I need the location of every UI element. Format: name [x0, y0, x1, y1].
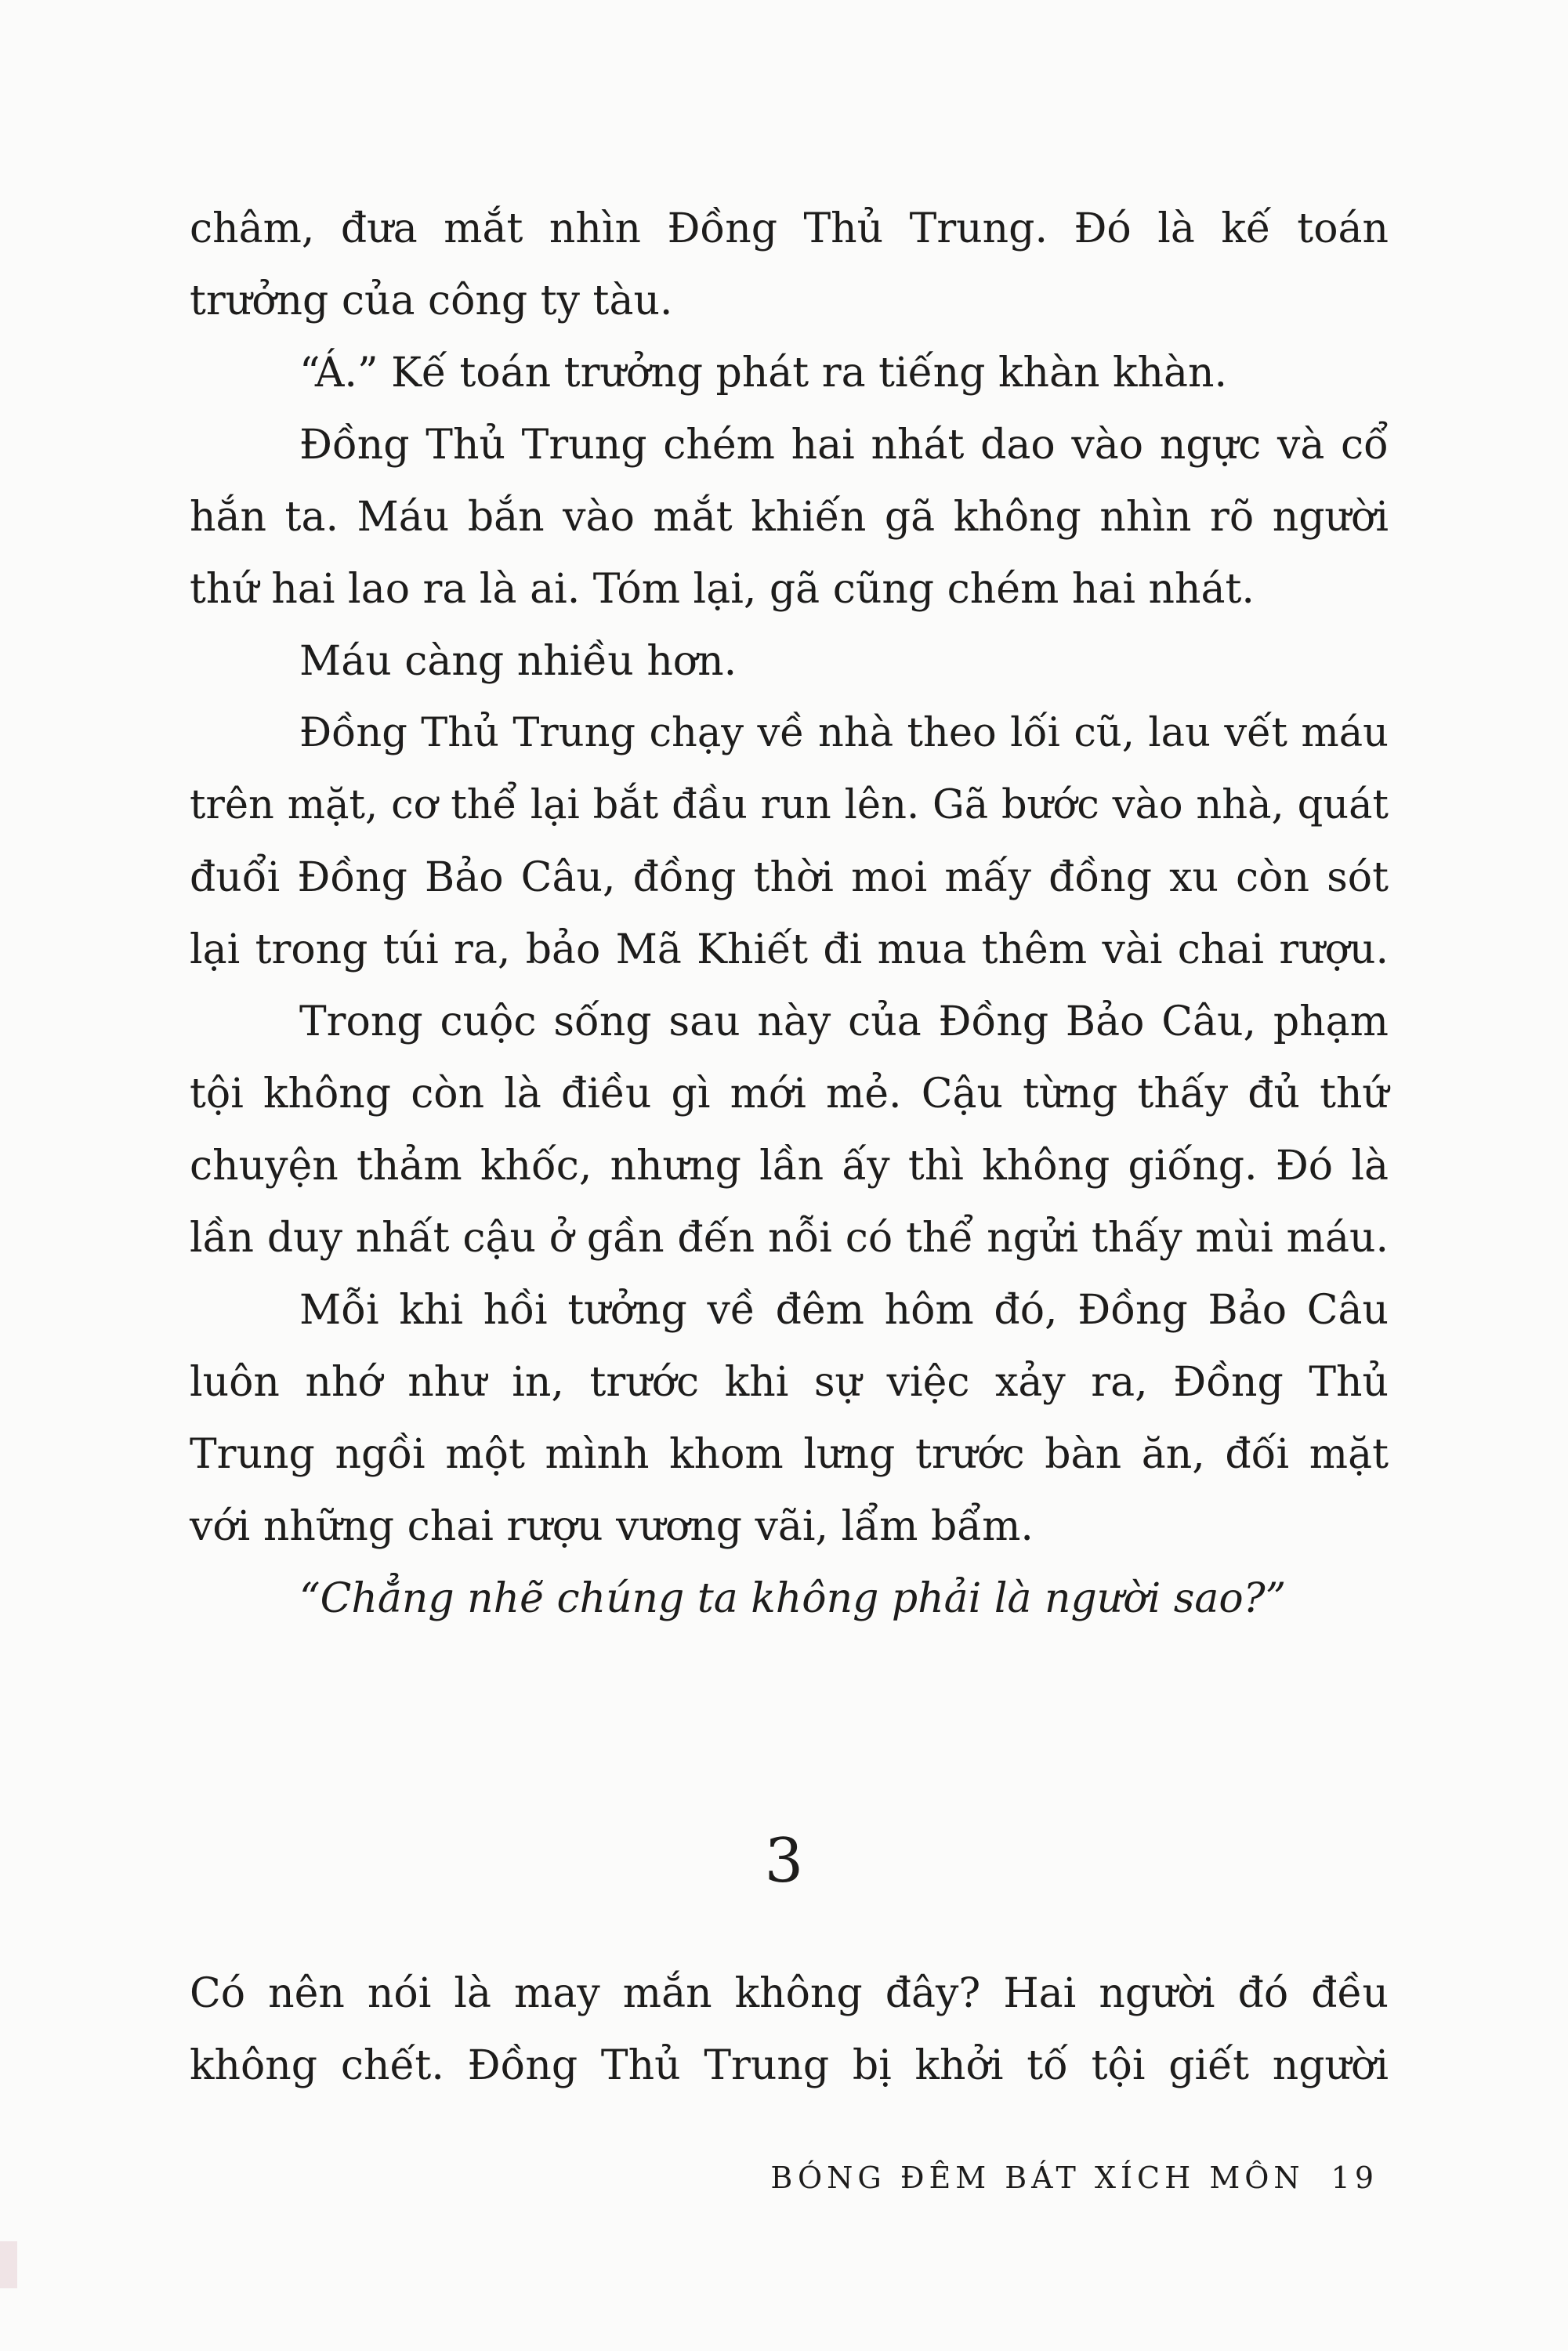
page-number: 19 — [1331, 2161, 1378, 2195]
text-line: “Á.” Kế toán trưởng phát ra tiếng khàn khàn. — [299, 350, 1227, 397]
text-line: luôn nhớ như in, trước khi sự việc xảy ra, Đồng Thủ — [190, 1359, 1389, 1406]
text-line: châm, đưa mắt nhìn Đồng Thủ Trung. Đó là kế toán — [190, 205, 1389, 252]
text-line: Đồng Thủ Trung chém hai nhát dao vào ngực và cổ — [299, 422, 1389, 469]
text-line: Mỗi khi hồi tưởng về đêm hôm đó, Đồng Bảo Câu — [299, 1287, 1389, 1334]
chapter-number: 3 — [764, 1826, 804, 1896]
text-line: lại trong túi ra, bảo Mã Khiết đi mua thêm vài chai rượu. — [190, 926, 1389, 973]
text-line: Có nên nói là may mắn không đây? Hai người đó đều — [190, 1970, 1389, 2017]
text-line: với những chai rượu vương vãi, lẩm bẩm. — [190, 1503, 1034, 1550]
text-line: hắn ta. Máu bắn vào mắt khiến gã không nhìn rõ người — [190, 494, 1389, 541]
text-line: thứ hai lao ra là ai. Tóm lại, gã cũng chém hai nhát. — [190, 566, 1255, 613]
text-line: Máu càng nhiều hơn. — [299, 638, 737, 685]
text-line: Trong cuộc sống sau này của Đồng Bảo Câu, phạm — [299, 998, 1389, 1045]
book-title: BÓNG ĐÊM BÁT XÍCH MÔN — [770, 2161, 1305, 2195]
text-line: tội không còn là điều gì mới mẻ. Cậu từng thấy đủ thứ — [190, 1070, 1389, 1118]
text-line: chuyện thảm khốc, nhưng lần ấy thì không giống. Đó là — [190, 1143, 1389, 1190]
text-line: Trung ngồi một mình khom lưng trước bàn ăn, đối mặt — [190, 1431, 1389, 1478]
text-line: trưởng của công ty tàu. — [190, 277, 673, 324]
text-line: đuổi Đồng Bảo Câu, đồng thời moi mấy đồng xu còn sót — [190, 854, 1389, 901]
text-line: không chết. Đồng Thủ Trung bị khởi tố tội giết người — [190, 2042, 1389, 2089]
text-line: Đồng Thủ Trung chạy về nhà theo lối cũ, lau vết máu — [299, 710, 1389, 756]
text-line: lần duy nhất cậu ở gần đến nỗi có thể ngửi thấy mùi máu. — [190, 1215, 1389, 1262]
page-edge-mark — [0, 2241, 17, 2288]
text-line: trên mặt, cơ thể lại bắt đầu run lên. Gã bước vào nhà, quát — [190, 782, 1389, 828]
running-footer — [770, 2158, 1378, 2197]
text-line-italic-quote: “Chẳng nhẽ chúng ta không phải là người sao?” — [299, 1575, 1287, 1622]
